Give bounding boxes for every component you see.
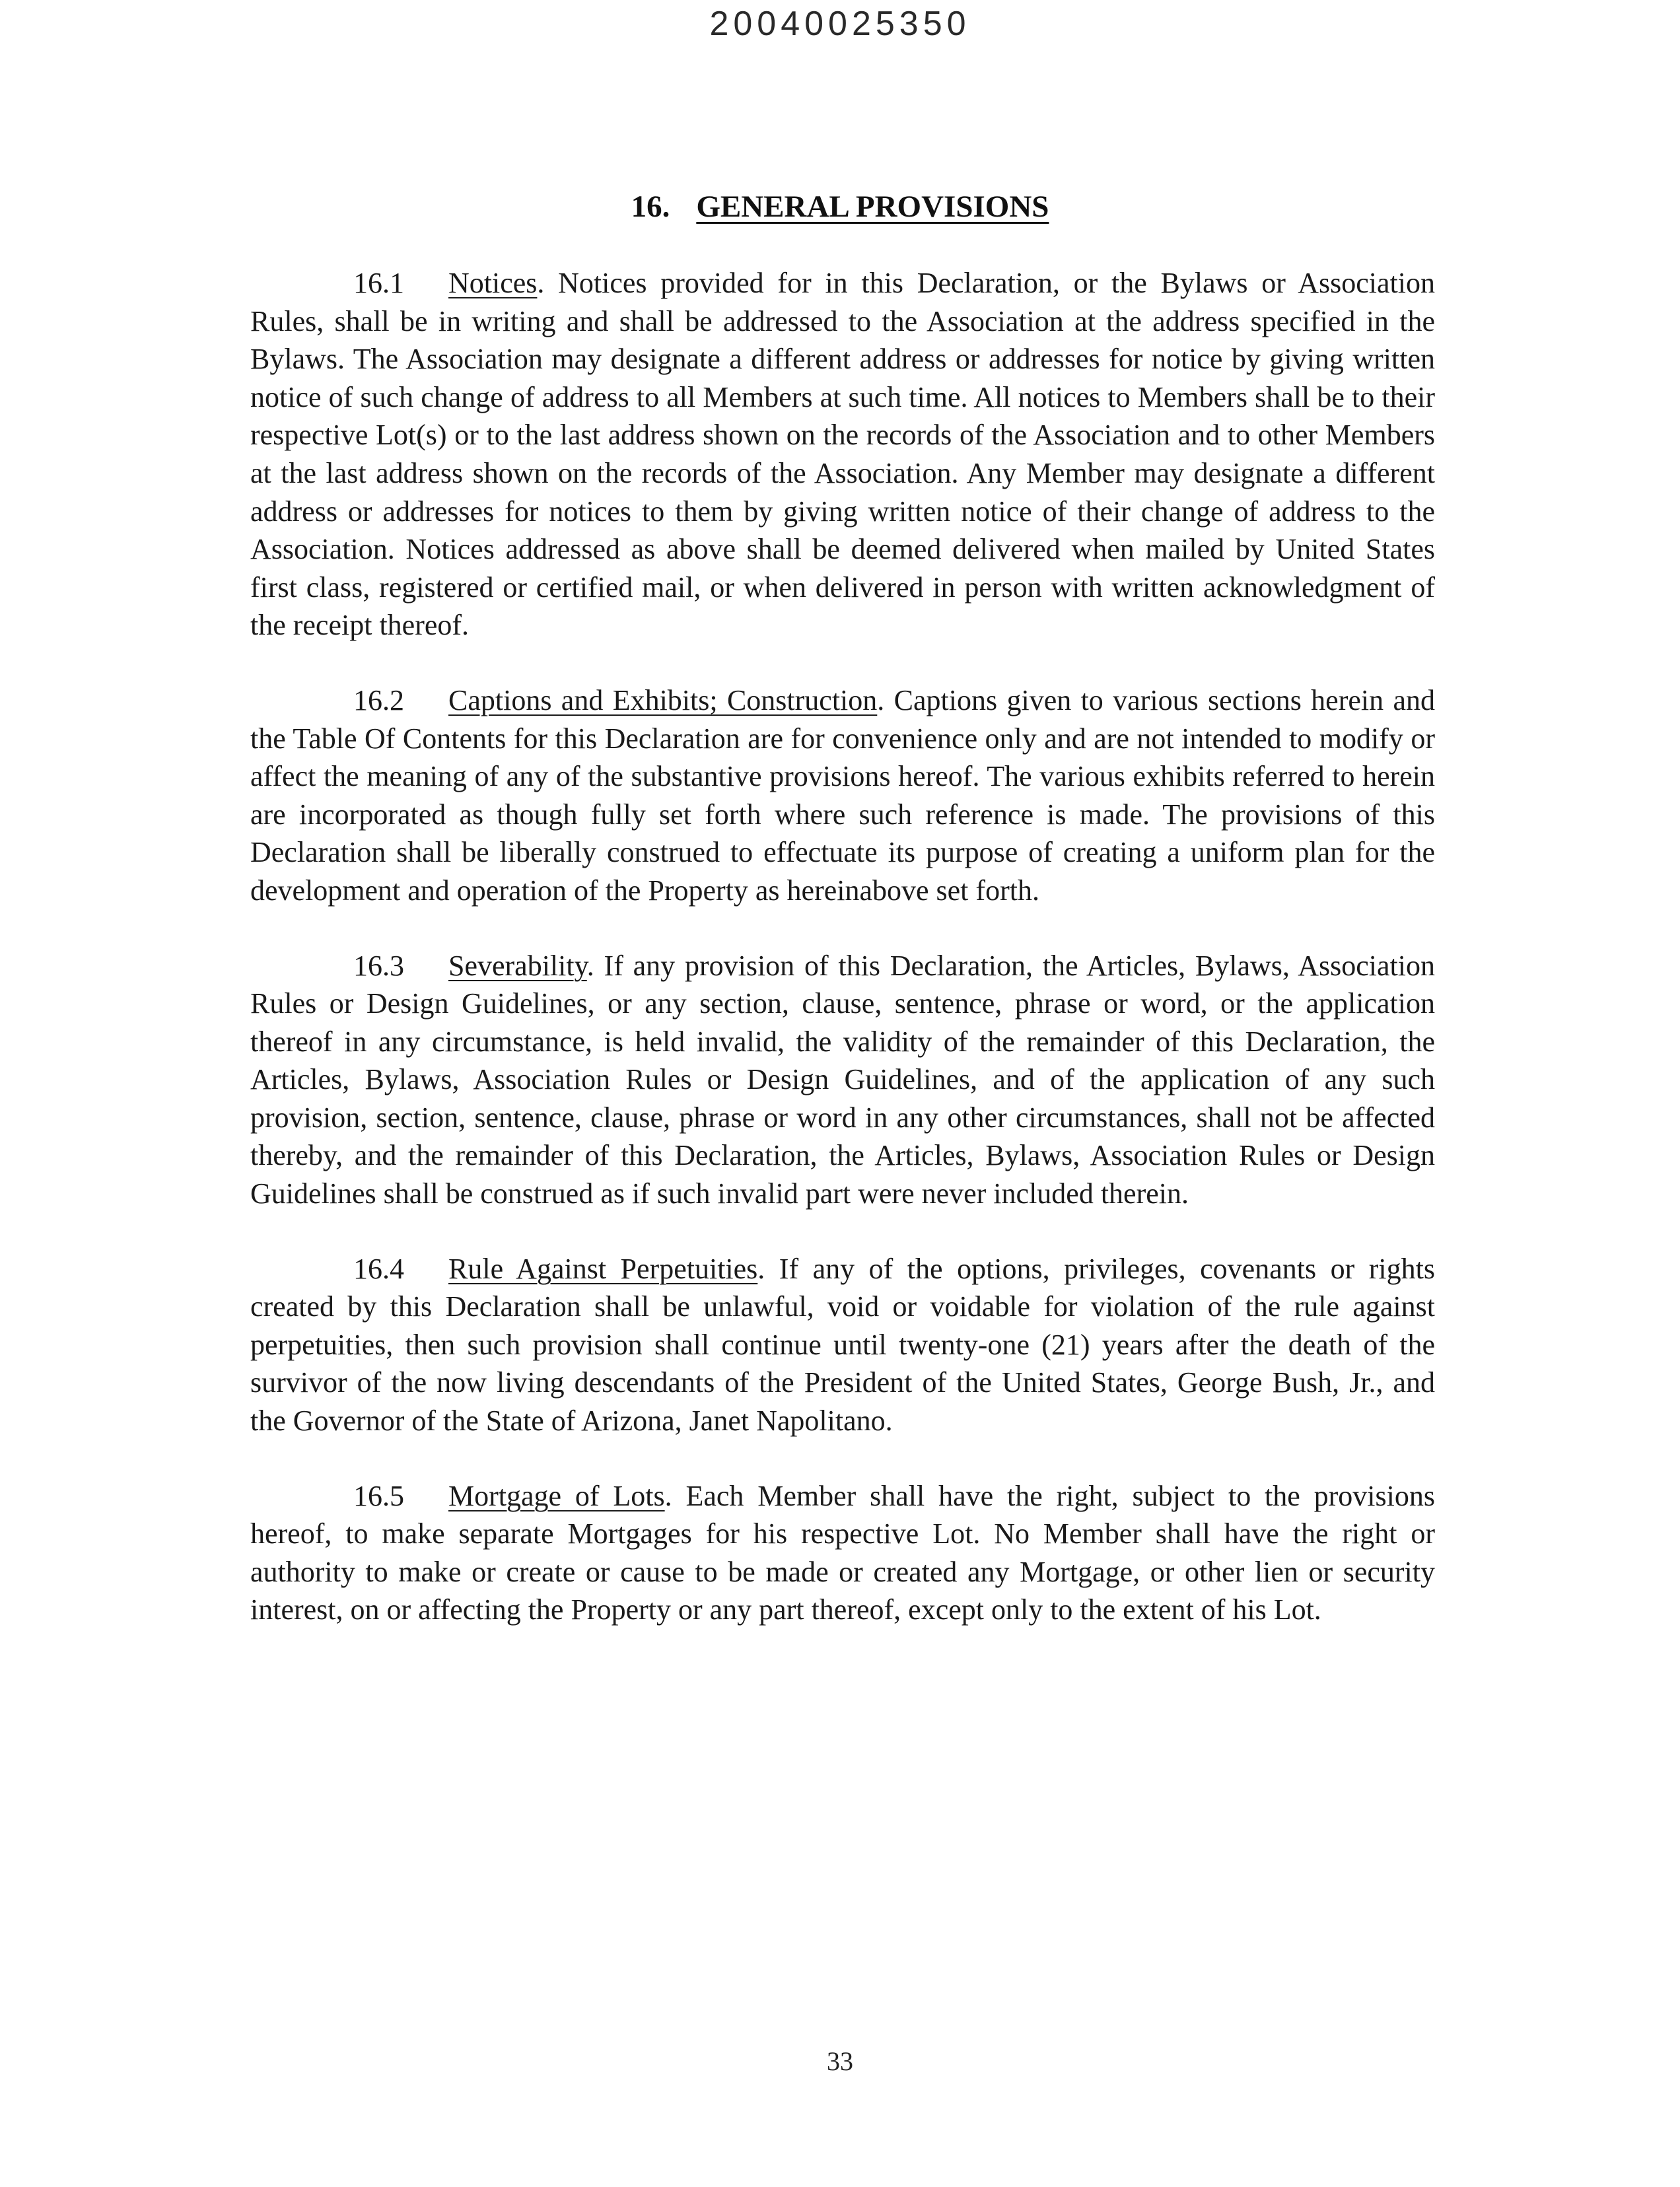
- provision-text: Notices provided for in this Declaration, or the Bylaws or Association Rules, shall be in writing and shall be addressed to the Association at the address specified in the Bylaws. The Association may designate a different address or addresses for notice by giving written notice of such change of address to all Members at such time. All notices to Members shall be to their respective Lot(s) or to the last address shown on the records of the Association and to other Members at the last address shown on the records of the Association. Any Member may designate a different address or addresses for notices to them by giving written notice of their change of address to the Association. Notices addressed as above shall be deemed delivered when mailed by United States first class, registered or certified mail, or when delivered in person with written acknowledgment of the receipt thereof.: [250, 267, 1435, 642]
- provision-number: 16.2: [353, 683, 404, 716]
- provision-title: Severability: [448, 949, 587, 982]
- provision-number: 16.3: [353, 949, 404, 982]
- provision-title-punct: .: [877, 683, 885, 716]
- provision-title-punct: .: [586, 949, 594, 982]
- provision-16-5: [250, 1477, 1435, 1629]
- provision-text: If any provision of this Declaration, the Articles, Bylaws, Association Rules or Design Guidelines, or any section, clause, sentence, phrase or word, or the application thereof in any circumstance, is held invalid, the validity of the remainder of this Declaration, the Articles, Bylaws, Association Rules or Design Guidelines, and of the application of any such provision, section, sentence, clause, phrase or word in any other circumstances, shall not be affected thereby, and the remainder of this Declaration, the Articles, Bylaws, Association Rules or Design Guidelines shall be construed as if such invalid part were never included therein.: [250, 949, 1435, 1210]
- provision-title-punct: .: [664, 1479, 672, 1512]
- provision-text: If any of the options, privileges, covenants or rights created by this Declaration shall be unlawful, void or voidable for violation of the rule against perpetuities, then such provision shall continue until twenty-one (21) years after the death of the survivor of the now living descendants of the President of the United States, George Bush, Jr., and the Governor of the State of Arizona, Janet Napolitano.: [250, 1252, 1435, 1438]
- provision-number: 16.5: [353, 1479, 404, 1512]
- provision-text: Each Member shall have the right, subject to the provisions hereof, to make separate Mortgages for his respective Lot. No Member shall have the right or authority to make or create or cause to be made or created any Mortgage, or other lien or security interest, on or affecting the Property or any part thereof, except only to the extent of his Lot.: [250, 1479, 1436, 1626]
- provision-16-4: [250, 1250, 1435, 1440]
- provision-number: 16.4: [353, 1252, 404, 1285]
- provision-title: Notices: [448, 267, 538, 299]
- section-heading: [0, 189, 1680, 225]
- provision-title: Captions and Exhibits; Construction: [448, 683, 878, 716]
- provision-16-2: [250, 681, 1435, 910]
- provision-title: Mortgage of Lots: [448, 1479, 665, 1512]
- provision-title-punct: .: [757, 1252, 765, 1285]
- provision-16-1: [250, 264, 1435, 644]
- document-number: 20040025350: [709, 5, 971, 43]
- section-number: 16.: [631, 190, 670, 224]
- page-number: 33: [827, 2046, 853, 2076]
- section-title: GENERAL PROVISIONS: [696, 190, 1049, 224]
- provision-title: Rule Against Perpetuities: [448, 1252, 758, 1285]
- provision-text: Captions given to various sections herein and the Table Of Contents for this Declaration are for convenience only and are not intended to modify or affect the meaning of any of the substantive provisions hereof. The various exhibits referred to herein are incorporated as though fully set forth where such reference is made. The provisions of this Declaration shall be liberally construed to effectuate its purpose of creating a uniform plan for the development and operation of the Property as hereinabove set forth.: [250, 683, 1435, 907]
- document-body: [250, 264, 1435, 1666]
- provision-title-punct: .: [537, 267, 545, 299]
- provision-number: 16.1: [353, 267, 404, 299]
- provision-16-3: [250, 947, 1435, 1213]
